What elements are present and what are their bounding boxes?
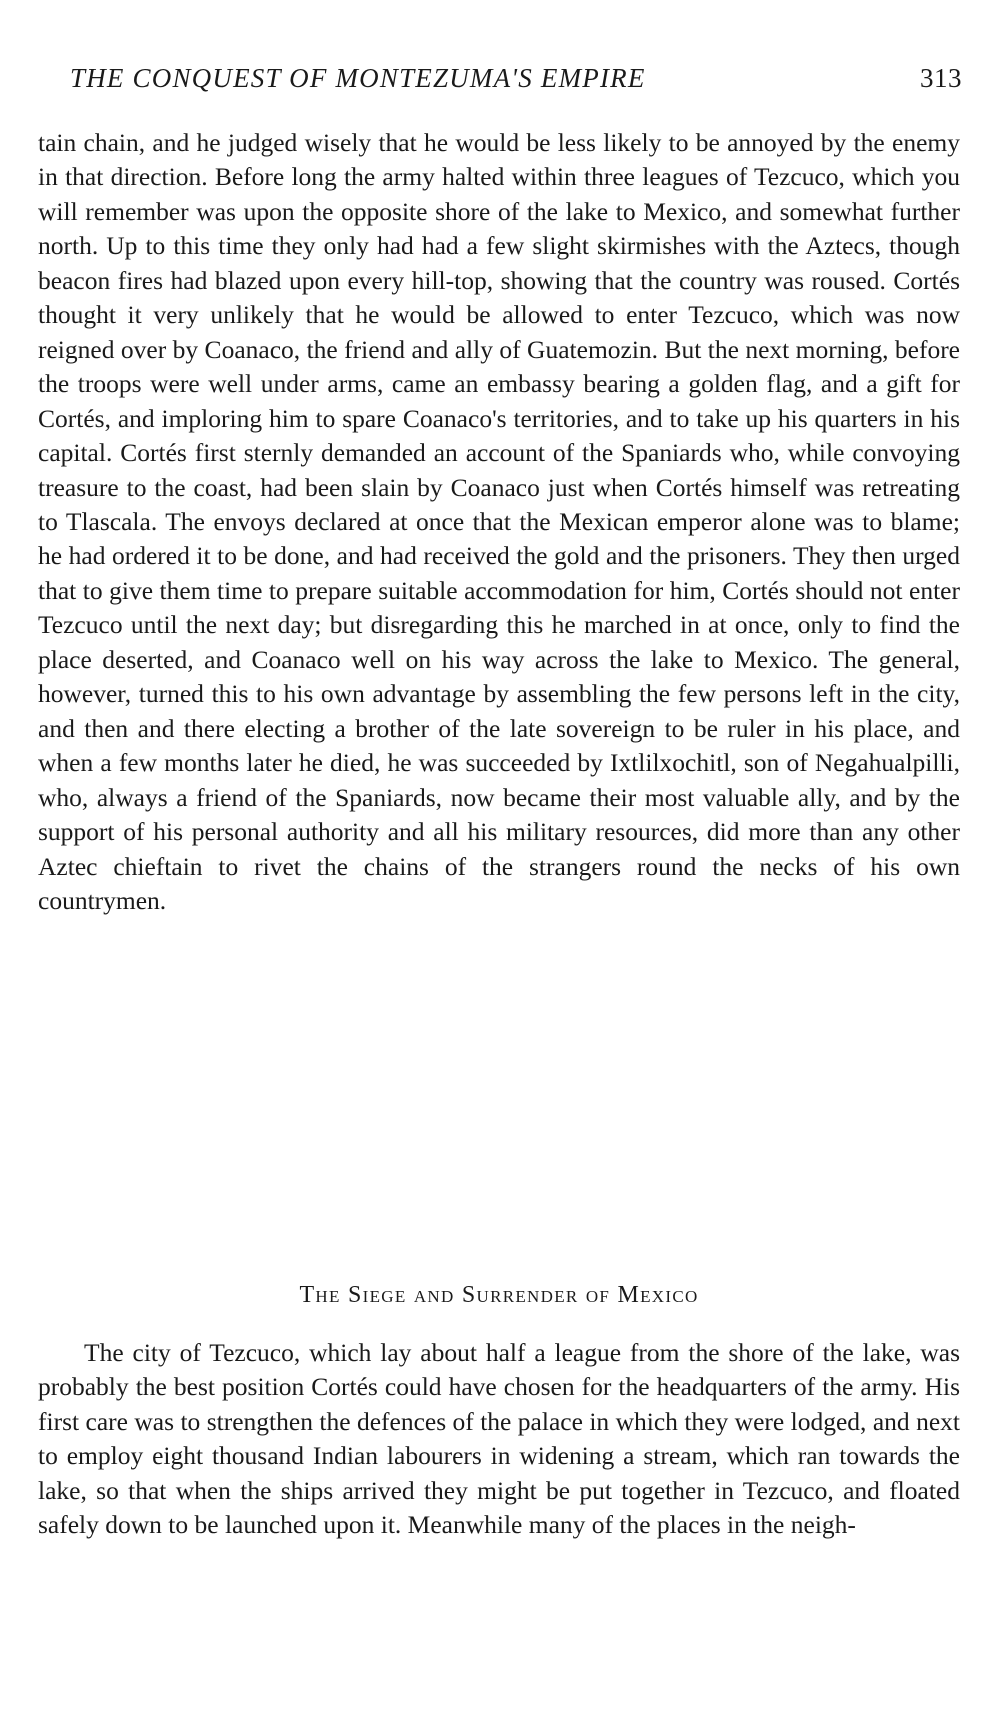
running-title: THE CONQUEST OF MONTEZUMA'S EMPIRE <box>70 63 646 93</box>
running-head <box>38 58 962 98</box>
section-heading: The Siege and Surrender of Mexico <box>299 1282 699 1308</box>
body-paragraph-1: tain chain, and he judged wisely that he would be less likely to be annoyed by the enemy in that direction. Before long the army halted within three leagues of Tezcuco, which you will remember was upon the opposite shore of the lake to Mexico, and somewhat further north. Up to this time they only had had a few slight skirmishes with the Aztecs, though beacon fires had blazed upon every hill-top, showing that the country was roused. Cortés thought it very unlikely that he would be allowed to enter Tezcuco, which was now reigned over by Coanaco, the friend and ally of Guatemozin. But the next morning, before the troops were well under arms, came an embassy bearing a golden flag, and a gift for Cortés, and imploring him to spare Coanaco's territories, and to take up his quarters in his capital. Cortés first sternly demanded an account of the Spaniards who, while convoying treasure to the coast, had been slain by Coanaco just when Cortés himself was retreating to Tlascala. The envoys declared at once that the Mexican emperor alone was to blame; he had ordered it to be done, and had received the gold and the prisoners. They then urged that to give them time to prepare suitable accommodation for him, Cortés should not enter Tezcuco until the next day; but disregarding this he marched in at once, only to find the place deserted, and Coanaco well on his way across the lake to Mexico. The general, however, turned this to his own advantage by assembling the few persons left in the city, and then and there electing a brother of the late sovereign to be ruler in his place, and when a few months later he died, he was succeeded by Ixtlilxochitl, son of Negahualpilli, who, always a friend of the Spaniards, now became their most valuable ally, and by the support of his personal authority and all his military resources, did more than any other Aztec chieftain to rivet the chains of the strangers round the necks of his own countrymen. <box>38 128 960 915</box>
body-paragraph-2: The city of Tezcuco, which lay about half a league from the shore of the lake, was probably the best position Cortés could have chosen for the headquarters of the army. His first care was to strengthen the defences of the palace in which they were lodged, and next to employ eight thousand Indian labourers in widening a stream, which ran towards the lake, so that when the ships arrived they might be put together in Tezcuco, and floated safely down to be launched upon it. Meanwhile many of the places in the neigh- <box>38 1338 960 1540</box>
page-number: 313 <box>920 63 962 93</box>
